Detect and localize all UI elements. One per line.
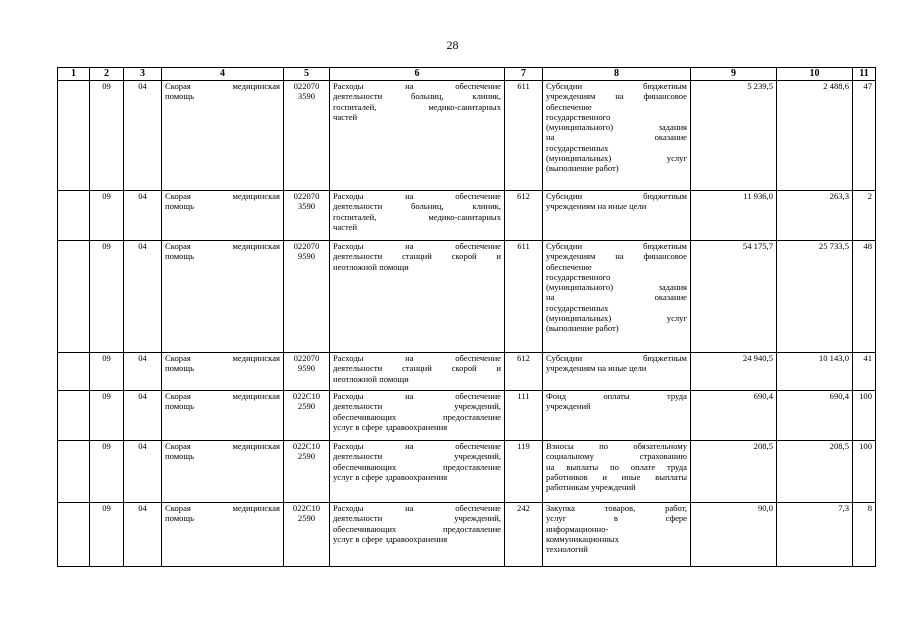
cell-plan-amount: 5 239,5 [691,81,777,191]
cell-plan-amount: 24 940,5 [691,353,777,391]
cell-executed-amount: 2 488,6 [777,81,853,191]
cell-executed-amount: 25 733,5 [777,241,853,353]
cell-percent: 100 [853,391,876,441]
cell-subsection-name: Скорая медицинская помощь [162,441,284,503]
cell-section: 09 [90,503,124,567]
cell-executed-amount: 7,3 [777,503,853,567]
cell-plan-amount: 54 175,7 [691,241,777,353]
cell-executed-amount: 263,3 [777,191,853,241]
cell-section: 09 [90,391,124,441]
cell-target-article-name: Расходы на обеспечение деятельности больниц, клиник, госпиталей, медико-санитарных частей [330,191,505,241]
column-header-7: 7 [505,68,543,81]
cell-target-article-name: Расходы на обеспечение деятельности станций скорой и неотложной помощи [330,353,505,391]
table-row [58,241,876,353]
cell-section: 09 [90,81,124,191]
cell-plan-amount: 90,0 [691,503,777,567]
cell-percent: 48 [853,241,876,353]
cell-target-article: 022070 3590 [284,81,330,191]
cell-target-article: 022С10 2590 [284,391,330,441]
cell-percent: 41 [853,353,876,391]
cell-expense-type-name: Субсидии бюджетным учреждениям на иные цели [543,353,691,391]
cell-expense-type-name: Субсидии бюджетным учреждениям на иные цели [543,191,691,241]
cell-executed-amount: 208,5 [777,441,853,503]
cell-target-article-name: Расходы на обеспечение деятельности учреждений, обеспечивающих предоставление услуг в сфере здравоохранения [330,503,505,567]
cell-executed-amount: 690,4 [777,391,853,441]
cell-subsection-name: Скорая медицинская помощь [162,503,284,567]
cell-expense-type-name: Взносы по обязательному социальному страхованию на выплаты по оплате труда работников и иные выплаты работникам учреждений [543,441,691,503]
cell-plan-amount: 690,4 [691,391,777,441]
cell-target-article-name: Расходы на обеспечение деятельности учреждений, обеспечивающих предоставление услуг в сфере здравоохранения [330,441,505,503]
cell-target-article: 022070 3590 [284,191,330,241]
cell-subsection-name: Скорая медицинская помощь [162,241,284,353]
cell-expense-type: 611 [505,241,543,353]
cell-target-article-name: Расходы на обеспечение деятельности больниц, клиник, госпиталей, медико-санитарных частей [330,81,505,191]
cell-target-article: 022070 9590 [284,241,330,353]
cell-expense-type-name: Субсидии бюджетным учреждениям на финансовое обеспечение государственного (муниципального) задания на оказание государственных (муниципальных) услуг (выполнение работ) [543,81,691,191]
cell-percent: 47 [853,81,876,191]
cell-target-article: 022С10 2590 [284,503,330,567]
cell-subsection: 04 [124,441,162,503]
cell-expense-type-name: Закупка товаров, работ, услуг в сфере информационно- коммуникационных технологий [543,503,691,567]
cell-percent: 2 [853,191,876,241]
cell-target-article-name: Расходы на обеспечение деятельности учреждений, обеспечивающих предоставление услуг в сфере здравоохранения [330,391,505,441]
table-row [58,353,876,391]
cell-subsection: 04 [124,81,162,191]
cell-section: 09 [90,441,124,503]
column-header-4: 4 [162,68,284,81]
cell-section: 09 [90,191,124,241]
cell-expense-type: 242 [505,503,543,567]
cell-col1 [58,81,90,191]
cell-subsection-name: Скорая медицинская помощь [162,191,284,241]
cell-expense-type-name: Субсидии бюджетным учреждениям на финансовое обеспечение государственного (муниципального) задания на оказание государственных (муниципальных) услуг (выполнение работ) [543,241,691,353]
cell-expense-type: 111 [505,391,543,441]
table-row [58,441,876,503]
column-header-10: 10 [777,68,853,81]
table-row [58,81,876,191]
cell-percent: 100 [853,441,876,503]
cell-plan-amount: 11 936,0 [691,191,777,241]
cell-plan-amount: 208,5 [691,441,777,503]
budget-table [57,67,876,567]
column-header-9: 9 [691,68,777,81]
table-body [58,81,876,567]
cell-target-article-name: Расходы на обеспечение деятельности станций скорой и неотложной помощи [330,241,505,353]
table-row [58,191,876,241]
cell-expense-type: 612 [505,191,543,241]
cell-col1 [58,391,90,441]
cell-col1 [58,353,90,391]
column-header-6: 6 [330,68,505,81]
cell-expense-type: 612 [505,353,543,391]
column-header-3: 3 [124,68,162,81]
cell-subsection-name: Скорая медицинская помощь [162,391,284,441]
cell-subsection-name: Скорая медицинская помощь [162,81,284,191]
cell-section: 09 [90,241,124,353]
cell-subsection: 04 [124,391,162,441]
cell-target-article: 022С10 2590 [284,441,330,503]
cell-subsection: 04 [124,191,162,241]
column-header-1: 1 [58,68,90,81]
page-number: 28 [446,38,459,52]
cell-executed-amount: 10 143,0 [777,353,853,391]
cell-col1 [58,191,90,241]
table-row [58,391,876,441]
cell-subsection-name: Скорая медицинская помощь [162,353,284,391]
cell-subsection: 04 [124,353,162,391]
cell-col1 [58,441,90,503]
column-header-11: 11 [853,68,876,81]
cell-target-article: 022070 9590 [284,353,330,391]
cell-subsection: 04 [124,241,162,353]
cell-expense-type: 119 [505,441,543,503]
cell-subsection: 04 [124,503,162,567]
column-header-8: 8 [543,68,691,81]
cell-expense-type: 611 [505,81,543,191]
cell-section: 09 [90,353,124,391]
column-header-2: 2 [90,68,124,81]
cell-col1 [58,503,90,567]
table-row [58,503,876,567]
column-header-5: 5 [284,68,330,81]
cell-expense-type-name: Фонд оплаты труда учреждений [543,391,691,441]
table-header-row [58,68,876,81]
cell-percent: 8 [853,503,876,567]
cell-col1 [58,241,90,353]
